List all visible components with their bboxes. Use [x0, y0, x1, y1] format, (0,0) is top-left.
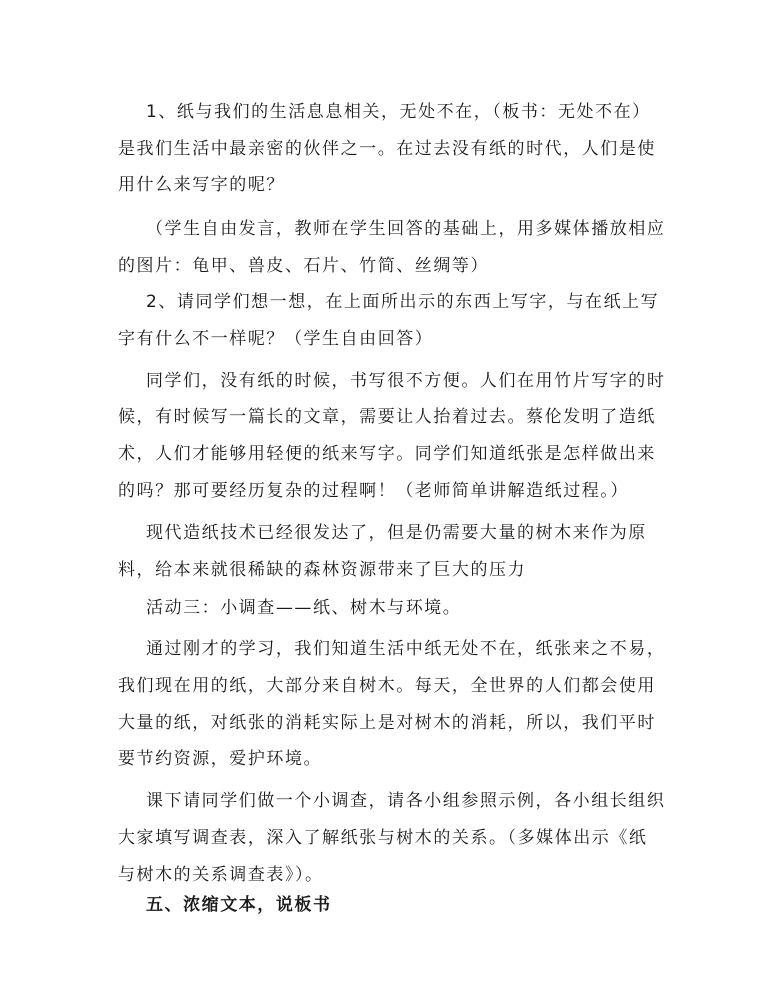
paragraph-line: 是我们生活中最亲密的伙伴之一。在过去没有纸的时代，人们是使: [118, 139, 656, 159]
paragraph-line: 候，有时候写一篇长的文章，需要让人抬着过去。蔡伦发明了造纸: [118, 407, 656, 427]
paragraph-line: 通过刚才的学习，我们知道生活中纸无处不在，纸张来之不易，: [146, 639, 666, 659]
paragraph-line: 字有什么不一样呢？（学生自由回答）: [118, 329, 434, 349]
paragraph-line: 要节约资源，爱护环境。: [118, 749, 323, 769]
paragraph-line: 的吗？那可要经历复杂的过程啊！（老师简单讲解造纸过程。）: [118, 481, 629, 501]
paragraph-line: （学生自由发言，教师在学生回答的基础上，用多媒体播放相应: [146, 219, 666, 239]
paragraph-line: 同学们，没有纸的时候，书写很不方便。人们在用竹片写字的时: [146, 371, 666, 391]
paragraph-line: 的图片：龟甲、兽皮、石片、竹简、丝绸等）: [118, 256, 489, 276]
paragraph-line: 与树木的关系调查表》）。: [118, 865, 324, 885]
paragraph-line: 现代造纸技术已经很发达了，但是仍需要大量的树木来作为原: [146, 523, 647, 543]
paragraph-line: 料，给本来就很稀缺的森林资源带来了巨大的压力: [118, 560, 527, 580]
paragraph-line: 我们现在用的纸，大部分来自树木。每天，全世界的人们都会使用: [118, 676, 656, 696]
paragraph-line: 1、纸与我们的生活息息相关，无处不在，（板书：无处不在）: [146, 102, 651, 122]
paragraph-line: 2、请同学们想一想，在上面所出示的东西上写字，与在纸上写: [146, 292, 660, 312]
paragraph-line: 课下请同学们做一个小调查，请各小组参照示例，各小组长组织: [146, 791, 666, 811]
paragraph-line: 用什么来写字的呢？: [118, 175, 285, 195]
paragraph-line: 大量的纸，对纸张的消耗实际上是对树木的消耗，所以，我们平时: [118, 713, 656, 733]
section-heading: 五、浓缩文本，说板书: [146, 895, 332, 915]
activity-heading: 活动三：小调查——纸、树木与环境。: [146, 598, 462, 618]
paragraph-line: 大家填写调查表，深入了解纸张与树木的关系。（多媒体出示《纸: [118, 828, 648, 848]
paragraph-line: 术，人们才能够用轻便的纸来写字。同学们知道纸张是怎样做出来: [118, 444, 656, 464]
